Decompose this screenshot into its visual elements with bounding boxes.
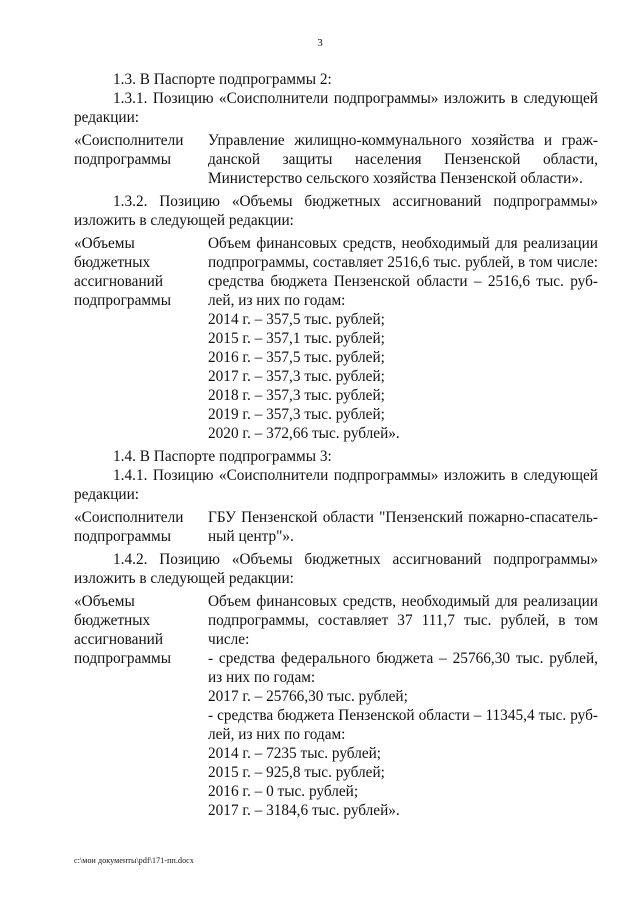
- label-line: подпрограммы: [74, 292, 172, 309]
- paragraph-line: 1.3.2. Позицию «Объемы бюджетных ассигнований подпрограммы»: [113, 193, 598, 210]
- value-line: 2017 г. – 25766,30 тыс. рублей;: [208, 688, 408, 705]
- position-block-coexecutors-3: [74, 508, 598, 546]
- value-line: подпрограммы, составляет 2516,6 тыс. рублей, в том числе:: [208, 254, 598, 271]
- value-line: Объем финансовых средств, необходимый для реализации: [208, 235, 598, 252]
- label-line: «Соисполнители: [74, 132, 184, 149]
- value-line: 2016 г. – 0 тыс. рублей;: [208, 783, 359, 800]
- value-line: 2017 г. – 357,3 тыс. рублей;: [208, 368, 385, 385]
- label-line: бюджетных: [74, 254, 151, 271]
- value-line: 2018 г. – 357,3 тыс. рублей;: [208, 387, 385, 404]
- paragraph-line: 1.4.1. Позицию «Соисполнители подпрограммы» изложить в следующей: [113, 467, 598, 484]
- paragraph-line: 1.3.1. Позицию «Соисполнители подпрограммы» изложить в следующей: [113, 90, 598, 107]
- label-line: ассигнований: [74, 631, 164, 648]
- position-label: [74, 131, 208, 188]
- value-line: Управление жилищно-коммунального хозяйства и граж-: [208, 132, 598, 149]
- value-line: - средства бюджета Пензенской области – 11345,4 тыс. руб-: [208, 707, 598, 724]
- position-label: [74, 234, 208, 443]
- value-line: Министерство сельского хозяйства Пензенской области».: [208, 170, 583, 187]
- footer-file-path: c:\мои документы\pdf\171-пп.docx: [74, 856, 194, 865]
- paragraph-line: 1.4.2. Позицию «Объемы бюджетных ассигнований подпрограммы»: [113, 551, 598, 568]
- paragraph-1-3-1: [74, 89, 598, 127]
- paragraph-line: редакции:: [74, 109, 140, 126]
- position-label: [74, 592, 208, 820]
- value-line: - средства федерального бюджета – 25766,30 тыс. рублей,: [208, 650, 598, 667]
- position-value: [208, 592, 598, 820]
- paragraph-1-4-1: [74, 466, 598, 504]
- value-line: ный центр"».: [208, 528, 294, 545]
- value-line: лей, из них по годам:: [208, 292, 346, 309]
- paragraph-1-4-2: [74, 550, 598, 588]
- position-value: [208, 234, 598, 443]
- position-label: [74, 508, 208, 546]
- paragraph-1-3-2: [74, 192, 598, 230]
- position-value: [208, 508, 598, 546]
- value-line: 2017 г. – 3184,6 тыс. рублей».: [208, 802, 400, 819]
- value-line: Объем финансовых средств, необходимый для реализации: [208, 593, 598, 610]
- page-number: 3: [317, 37, 323, 49]
- value-line: 2020 г. – 372,66 тыс. рублей».: [208, 425, 400, 442]
- value-line: средства бюджета Пензенской области – 2516,6 тыс. руб-: [208, 273, 598, 290]
- value-line: данской защиты населения Пензенской области,: [208, 151, 598, 168]
- value-line: числе:: [208, 631, 250, 648]
- value-line: лей, из них по годам:: [208, 726, 346, 743]
- label-line: подпрограммы: [74, 650, 172, 667]
- paragraph-line: изложить в следующей редакции:: [74, 212, 294, 229]
- value-line: из них по годам:: [208, 669, 316, 686]
- label-line: ассигнований: [74, 273, 164, 290]
- paragraph-line: редакции:: [74, 486, 140, 503]
- section-heading-1-3: 1.3. В Паспорте подпрограммы 2:: [113, 71, 332, 88]
- label-line: «Объемы: [74, 235, 135, 252]
- position-block-coexecutors-2: [74, 131, 598, 188]
- label-line: «Соисполнители: [74, 509, 184, 526]
- paragraph-line: изложить в следующей редакции:: [74, 570, 294, 587]
- value-line: 2015 г. – 925,8 тыс. рублей;: [208, 764, 385, 781]
- position-value: [208, 131, 598, 188]
- value-line: 2016 г. – 357,5 тыс. рублей;: [208, 349, 385, 366]
- position-block-budget-2: [74, 234, 598, 443]
- label-line: подпрограммы: [74, 528, 172, 545]
- value-line: 2014 г. – 357,5 тыс. рублей;: [208, 311, 385, 328]
- label-line: бюджетных: [74, 612, 151, 629]
- position-block-budget-3: [74, 592, 598, 820]
- value-line: 2014 г. – 7235 тыс. рублей;: [208, 745, 382, 762]
- value-line: подпрограммы, составляет 37 111,7 тыс. рублей, в том: [208, 612, 598, 629]
- value-line: ГБУ Пензенской области "Пензенский пожарно-спасатель-: [208, 509, 598, 526]
- label-line: подпрограммы: [74, 151, 172, 168]
- label-line: «Объемы: [74, 593, 135, 610]
- value-line: 2019 г. – 357,3 тыс. рублей;: [208, 406, 385, 423]
- section-heading-1-4: 1.4. В Паспорте подпрограммы 3:: [113, 448, 332, 465]
- value-line: 2015 г. – 357,1 тыс. рублей;: [208, 330, 385, 347]
- document-body: [74, 70, 598, 820]
